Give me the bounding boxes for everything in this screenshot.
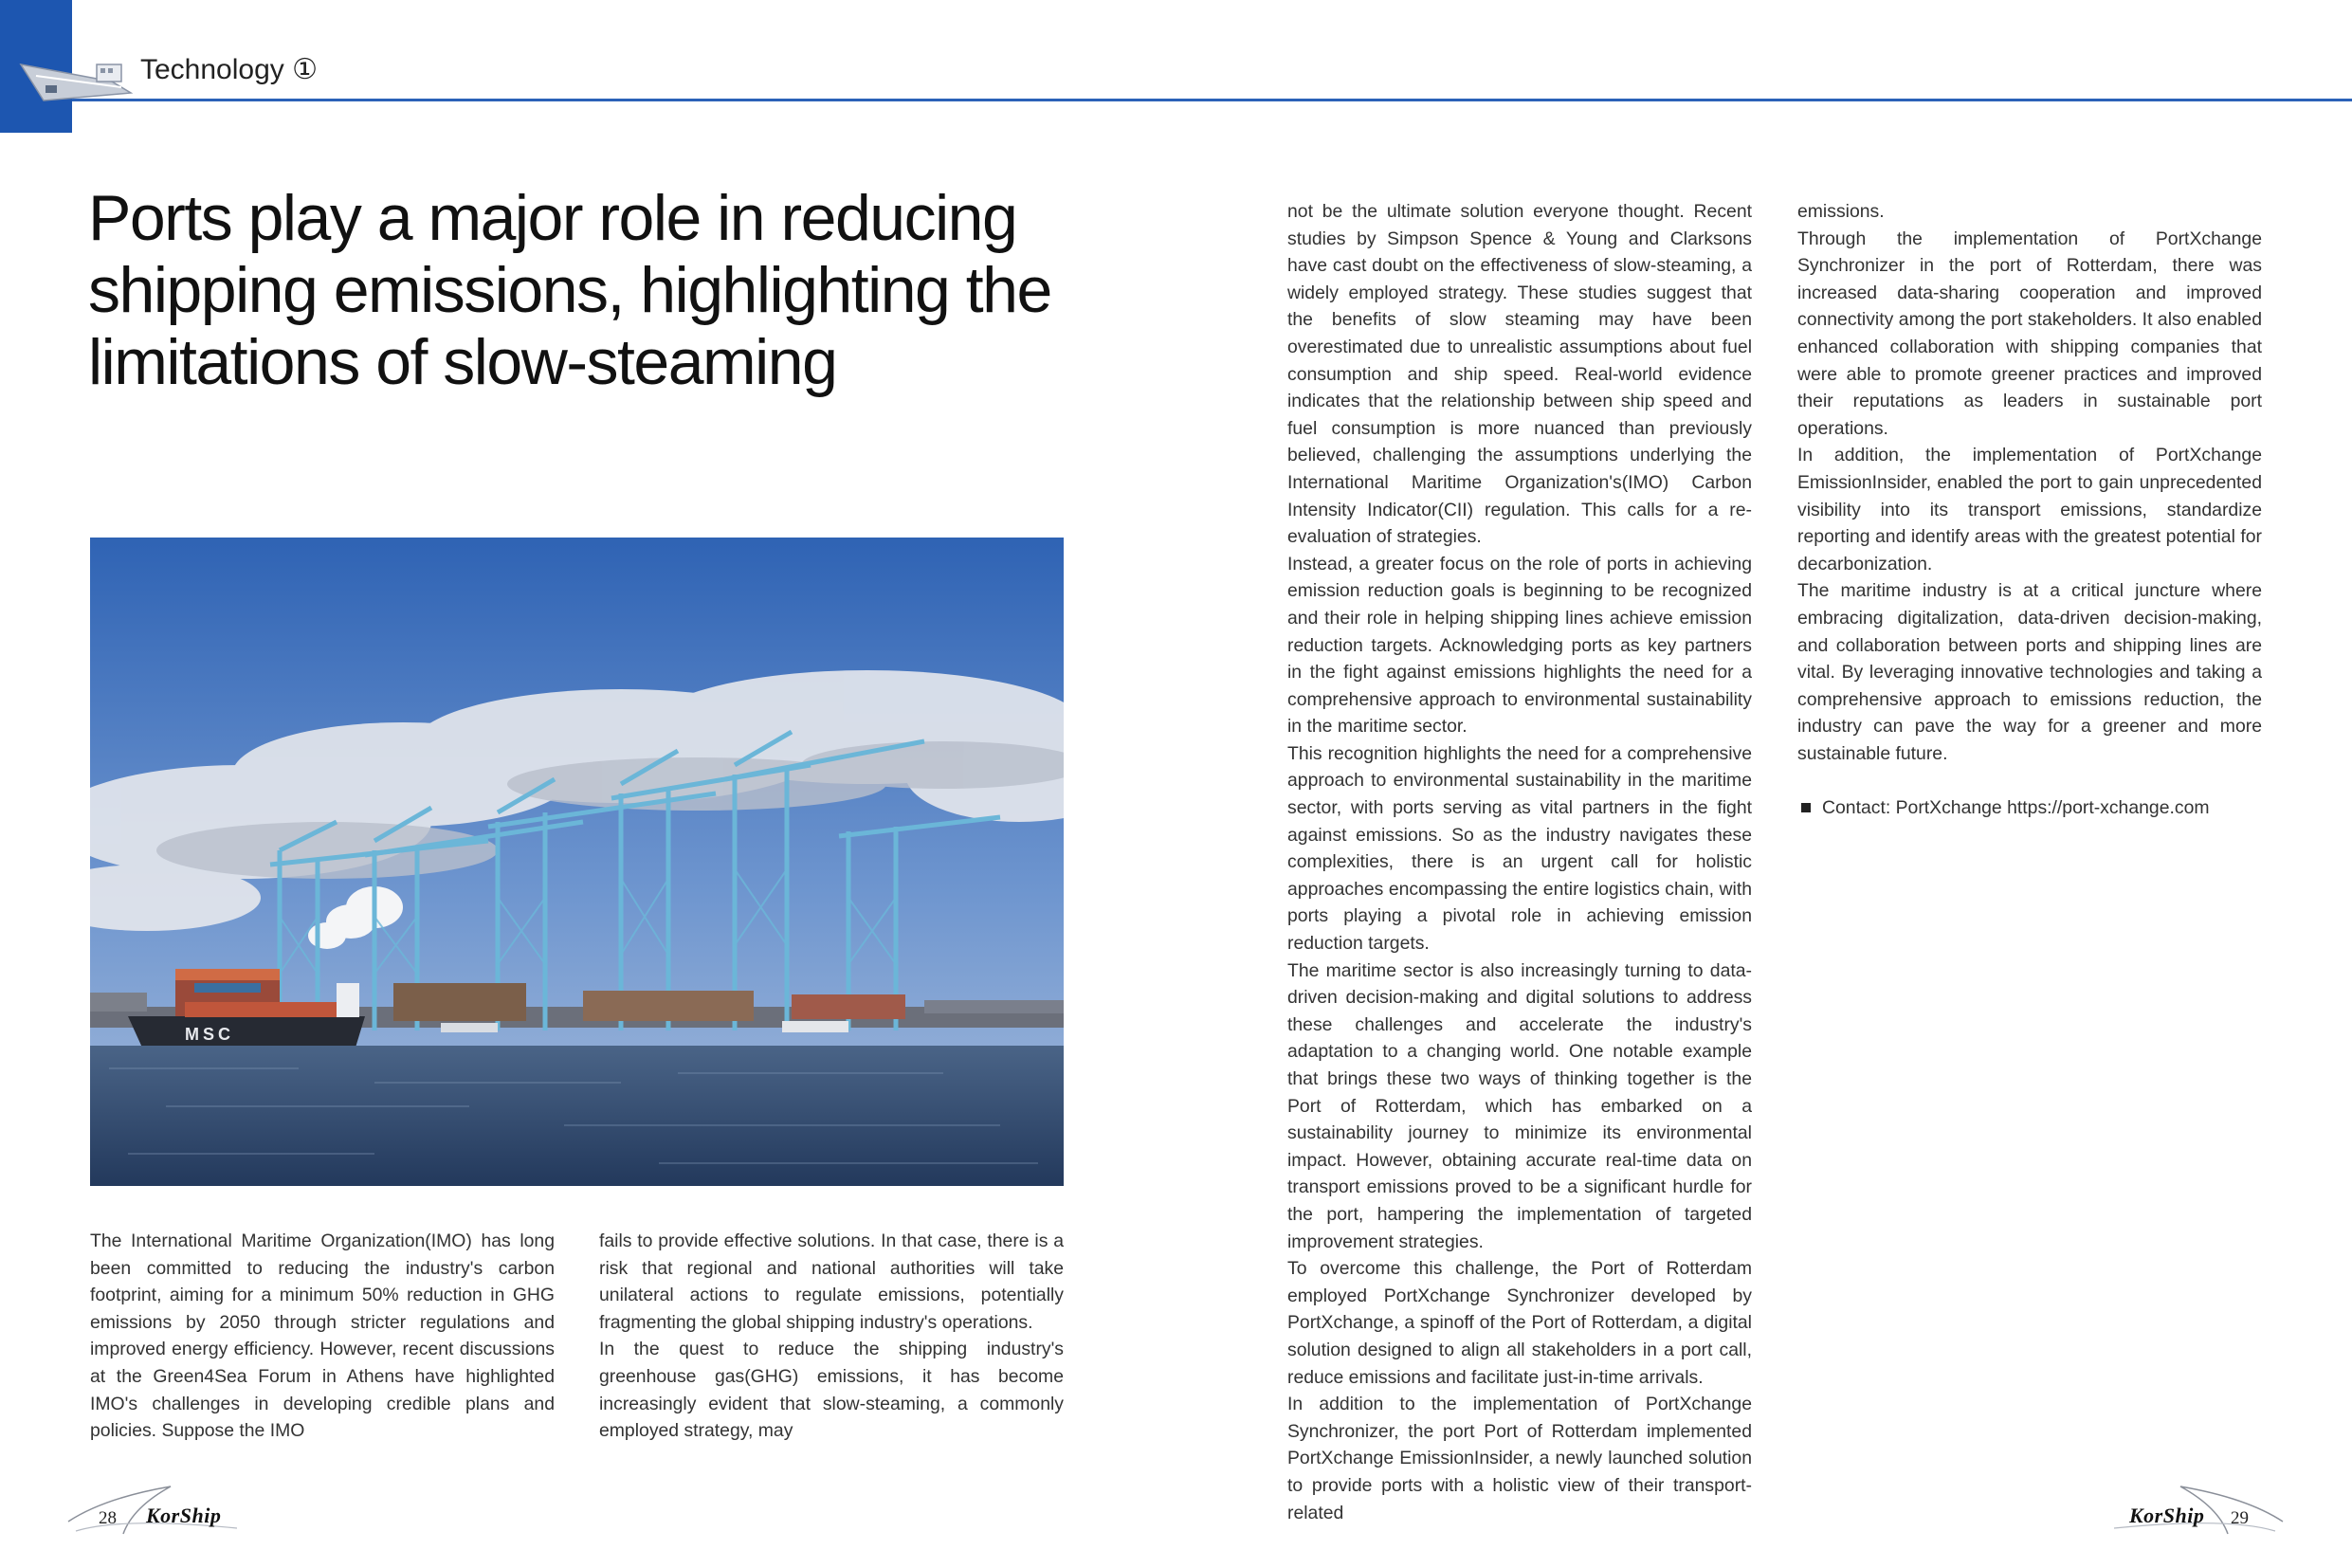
paragraph: fails to provide effective solutions. In that case, there is a risk that regional and national authorities will take unilateral actions to regulate emissions, potentially fragmenting the global shipping industry's operations. [599, 1231, 1064, 1333]
page-number-left: 28 [99, 1508, 117, 1528]
text-column-2 [599, 1228, 1064, 1445]
section-title: Technology ① [140, 54, 319, 85]
header-rule [72, 99, 2352, 101]
paragraph: not be the ultimate solution everyone thought. Recent studies by Simpson Spence & Young and Clarksons have cast doubt on the effectiveness of slow-steaming, a widely employed strategy. These studies suggest that the benefits of slow steaming may have been overestimated due to unrealistic assumptions about fuel consumption and ship speed. Real-world evidence indicates that the relationship between ship speed and fuel consumption is more nuanced than previously believed, challenging the assumptions underlying the International Maritime Organization's(IMO) Carbon Intensity Indicator(CII) regulation. This calls for a re-evaluation of strategies. [1287, 201, 1752, 548]
brand-logo-left: KorShip [146, 1504, 222, 1527]
text-column-1 [90, 1228, 555, 1445]
paragraph: emissions. [1797, 201, 1885, 222]
contact-text: Contact: PortXchange https://port-xchange.com [1822, 797, 2210, 819]
paragraph: To overcome this challenge, the Port of Rotterdam employed PortXchange Synchronizer developed by PortXchange, a spinoff of the Port of Rotterdam, a digital solution designed to align all stakeholders in a port call, reduce emissions and facilitate just-in-time arrivals. [1287, 1258, 1752, 1388]
ship-label: MSC [185, 1025, 234, 1044]
page-number-right: 29 [2231, 1508, 2249, 1528]
paragraph: In addition, the implementation of PortXchange EmissionInsider, enabled the port to gain unprecedented visibility into its transport emissions, standardize reporting and identify areas with the greatest potential for decarbonization. [1797, 445, 2262, 574]
brand-logo-right: KorShip [2129, 1504, 2205, 1527]
text-column-3 [1287, 198, 1752, 1526]
paragraph: The maritime sector is also increasingly turning to data-driven decision-making and digital solutions to address these challenges and accelerate the industry's adaptation to a changing world. One notable example that brings these two ways of thinking together is the Port of Rotterdam, which has embarked on a sustainability journey to minimize its environmental impact. However, obtaining accurate real-time data on transport emissions proved to be a significant hurdle for the port, hampering the implementation of targeted improvement strategies. [1287, 959, 1752, 1252]
port-photo [90, 538, 1064, 1186]
contact-line [1797, 794, 2262, 822]
ship-icon [17, 44, 150, 110]
square-bullet-icon [1801, 803, 1811, 812]
paragraph: The International Maritime Organization(IMO) has long been committed to reducing the industry's carbon footprint, aiming for a minimum 50% reduction in GHG emissions by 2050 through stricter regulations and improved energy efficiency. However, recent discussions at the Green4Sea Forum in Athens have highlighted IMO's challenges in developing credible plans and policies. Suppose the IMO [90, 1231, 555, 1442]
article-headline: Ports play a major role in reducing shipping emissions, highlighting the limitations of slow-steaming [88, 182, 1051, 398]
paragraph: In addition to the implementation of PortXchange Synchronizer, the port Port of Rotterdam implemented PortXchange EmissionInsider, a newly launched solution to provide ports with a holistic view of their transport-related [1287, 1394, 1752, 1523]
paragraph: Through the implementation of PortXchange Synchronizer in the port of Rotterdam, there was increased data-sharing cooperation and improved connectivity among the port stakeholders. It also enabled enhanced collaboration with shipping companies that were able to promote greener practices and improved their reputations as leaders in sustainable port operations. [1797, 228, 2262, 439]
paragraph: Instead, a greater focus on the role of ports in achieving emission reduction goals is beginning to be recognized and their role in helping shipping lines achieve emission reduction targets. Acknowledging ports as key partners in the fight against emissions highlights the need for a comprehensive approach to environmental sustainability in the maritime sector. [1287, 553, 1752, 738]
paragraph: This recognition highlights the need for a comprehensive approach to environmental sustainability in the maritime sector, with ports serving as vital partners in the fight against emissions. So as the industry navigates these complexities, there is an urgent call for holistic approaches encompassing the entire logistics chain, with ports playing a pivotal role in achieving emission reduction targets. [1287, 742, 1752, 955]
paragraph: The maritime industry is at a critical juncture where embracing digitalization, data-driven decision-making, and collaboration between ports and shipping lines are vital. By leveraging innovative technologies and taking a comprehensive approach to emissions reduction, the industry can pave the way for a greener and more sustainable future. [1797, 580, 2262, 764]
paragraph: In the quest to reduce the shipping industry's greenhouse gas(GHG) emissions, it has become increasingly evident that slow-steaming, a commonly employed strategy, may [599, 1339, 1064, 1442]
text-column-4 [1797, 198, 2262, 822]
